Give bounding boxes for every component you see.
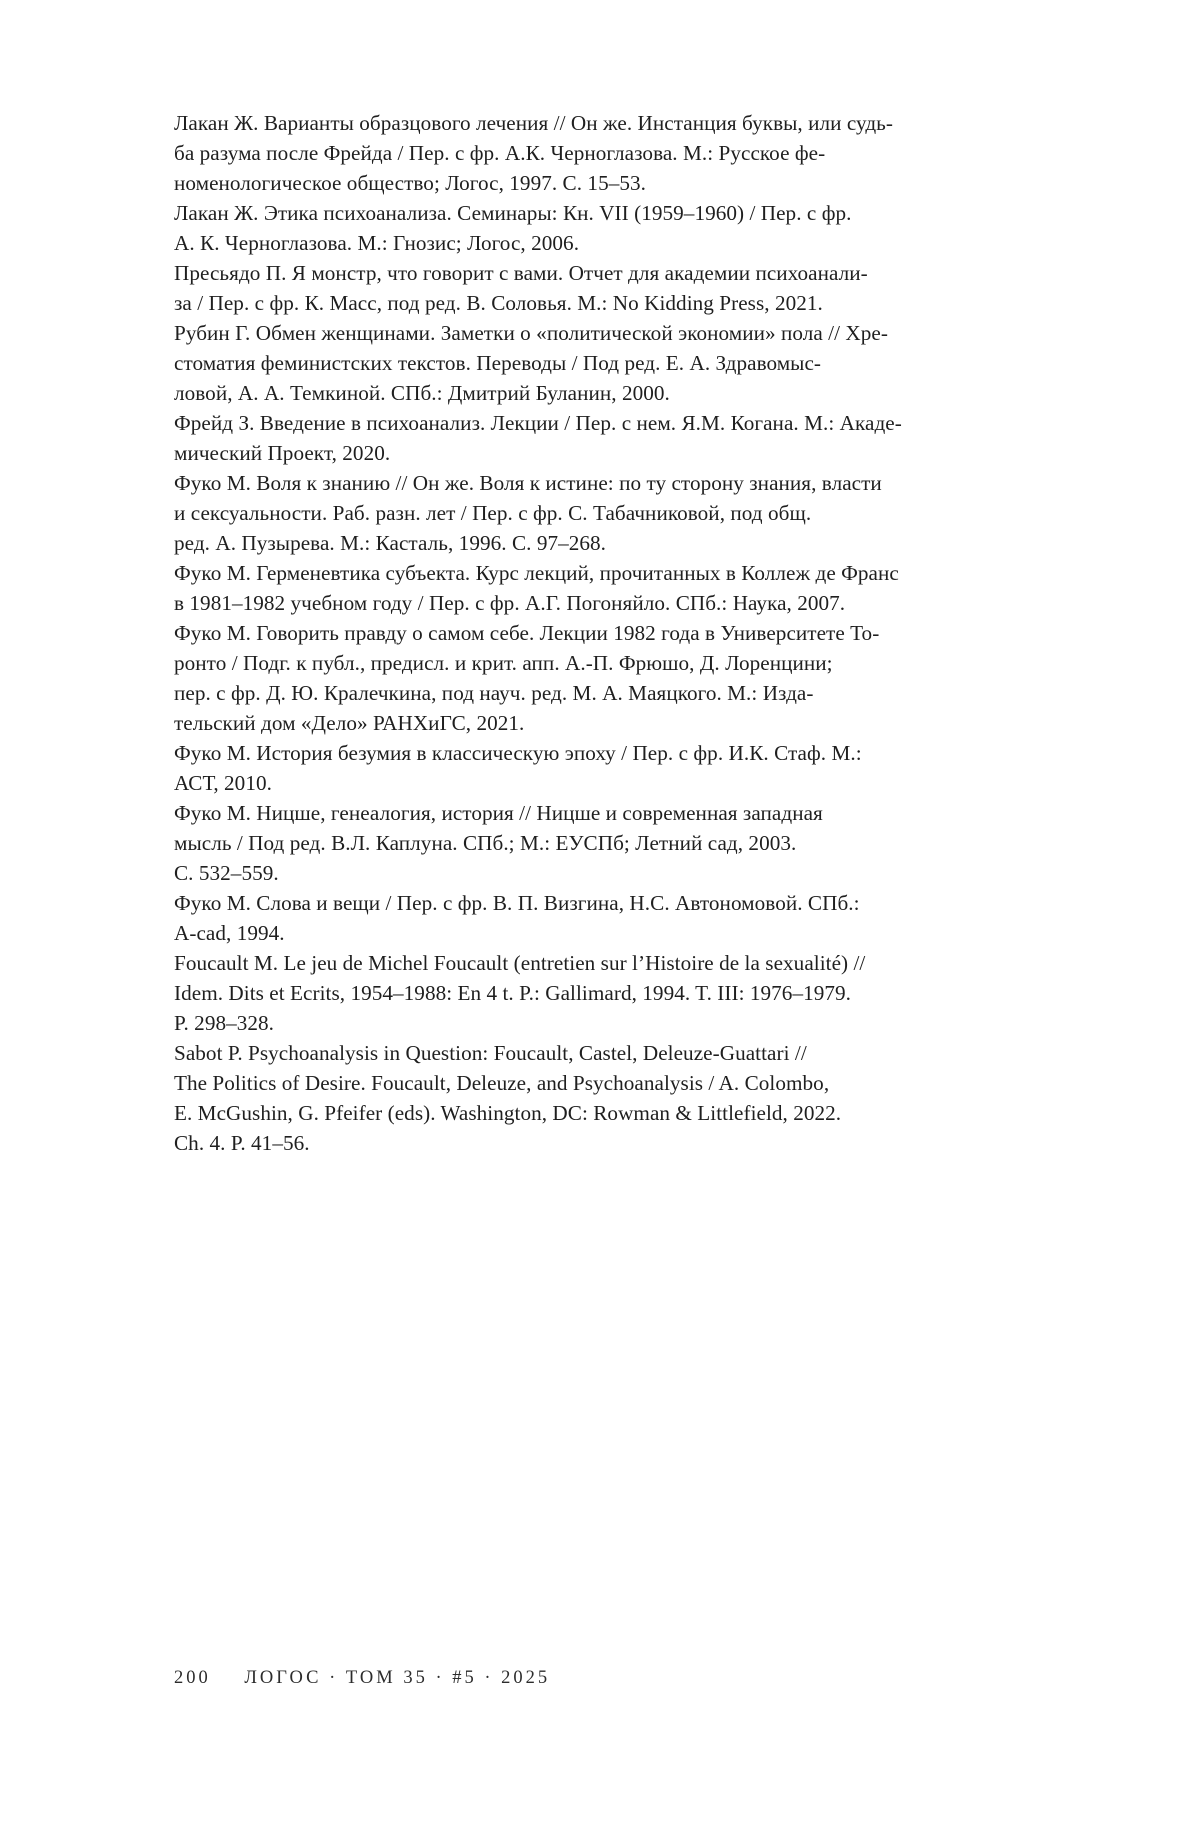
- page-footer: [174, 1666, 550, 1690]
- bibliography-list: [174, 108, 1034, 1158]
- bibliography-line: Фуко М. История безумия в классическую эпоху / Пер. с фр. И.К. Стаф. М.:: [174, 741, 862, 765]
- bibliography-line: Фуко М. Говорить правду о самом себе. Лекции 1982 года в Университете То-: [174, 621, 880, 645]
- bibliography-line: АСТ, 2010.: [174, 771, 272, 795]
- bibliography-line: The Politics of Desire. Foucault, Deleuze, and Psychoanalysis / A. Colombo,: [174, 1071, 830, 1095]
- bibliography-line: Лакан Ж. Этика психоанализа. Семинары: Кн. VII (1959–1960) / Пер. с фр.: [174, 201, 852, 225]
- bibliography-line: Фуко М. Ницше, генеалогия, история // Ницше и современная западная: [174, 801, 823, 825]
- bibliography-entry: [174, 468, 1034, 558]
- bibliography-line: ред. А. Пузырева. М.: Касталь, 1996. С. 97–268.: [174, 531, 607, 555]
- bibliography-line: и сексуальности. Раб. разн. лет / Пер. с фр. С. Табачниковой, под общ.: [174, 501, 812, 525]
- bibliography-line: тельский дом «Дело» РАНХиГС, 2021.: [174, 711, 525, 735]
- bibliography-entry: [174, 318, 1034, 408]
- bibliography-entry: [174, 558, 1034, 618]
- bibliography-entry: [174, 738, 1034, 798]
- bibliography-line: мический Проект, 2020.: [174, 441, 391, 465]
- bibliography-entry: [174, 408, 1034, 468]
- bibliography-entry: [174, 798, 1034, 888]
- bibliography-entry: [174, 618, 1034, 738]
- bibliography-line: Ch. 4. P. 41–56.: [174, 1131, 310, 1155]
- bibliography-line: ба разума после Фрейда / Пер. с фр. А.К. Черноглазова. М.: Русское фе-: [174, 141, 826, 165]
- bibliography-line: номенологическое общество; Логос, 1997. С. 15–53.: [174, 171, 646, 195]
- bibliography-line: пер. с фр. Д. Ю. Кралечкина, под науч. ред. М. А. Маяцкого. М.: Изда-: [174, 681, 814, 705]
- running-head: ЛОГОС · ТОМ 35 · #5 · 2025: [244, 1668, 551, 1688]
- bibliography-line: ронто / Подг. к публ., предисл. и крит. апп. А.-П. Фрюшо, Д. Лоренцини;: [174, 651, 833, 675]
- bibliography-line: в 1981–1982 учебном году / Пер. с фр. А.Г. Погоняйло. СПб.: Наука, 2007.: [174, 591, 846, 615]
- bibliography-line: Idem. Dits et Ecrits, 1954–1988: En 4 t. P.: Gallimard, 1994. T. III: 1976–1979.: [174, 981, 852, 1005]
- bibliography-line: стоматия феминистских текстов. Переводы / Под ред. Е. А. Здравомыс-: [174, 351, 822, 375]
- bibliography-entry: [174, 888, 1034, 948]
- bibliography-entry: [174, 108, 1034, 198]
- bibliography-entry: [174, 198, 1034, 258]
- bibliography-line: Фрейд З. Введение в психоанализ. Лекции / Пер. с нем. Я.М. Когана. М.: Акаде-: [174, 411, 902, 435]
- bibliography-line: Лакан Ж. Варианты образцового лечения // Он же. Инстанция буквы, или судь-: [174, 111, 893, 135]
- bibliography-line: A-cad, 1994.: [174, 921, 285, 945]
- bibliography-line: С. 532–559.: [174, 861, 279, 885]
- bibliography-line: P. 298–328.: [174, 1011, 275, 1035]
- bibliography-line: Пресьядо П. Я монстр, что говорит с вами. Отчет для академии психоанали-: [174, 261, 868, 285]
- bibliography-line: Фуко М. Слова и вещи / Пер. с фр. В. П. Визгина, Н.С. Автономовой. СПб.:: [174, 891, 860, 915]
- bibliography-entry: [174, 1038, 1034, 1158]
- page-number: 200: [174, 1668, 211, 1688]
- bibliography-line: за / Пер. с фр. К. Масс, под ред. В. Соловья. М.: No Kidding Press, 2021.: [174, 291, 823, 315]
- bibliography-line: А. К. Черноглазова. М.: Гнозис; Логос, 2006.: [174, 231, 580, 255]
- bibliography-line: E. McGushin, G. Pfeifer (eds). Washington, DC: Rowman & Littlefield, 2022.: [174, 1101, 842, 1125]
- bibliography-entry: [174, 948, 1034, 1038]
- bibliography-line: Фуко М. Воля к знанию // Он же. Воля к истине: по ту сторону знания, власти: [174, 471, 882, 495]
- bibliography-line: мысль / Под ред. В.Л. Каплуна. СПб.; М.: ЕУСПб; Летний сад, 2003.: [174, 831, 797, 855]
- bibliography-line: ловой, А. А. Темкиной. СПб.: Дмитрий Буланин, 2000.: [174, 381, 670, 405]
- bibliography-line: Рубин Г. Обмен женщинами. Заметки о «политической экономии» пола // Хре-: [174, 321, 888, 345]
- bibliography-line: Фуко М. Герменевтика субъекта. Курс лекций, прочитанных в Коллеж де Франс: [174, 561, 899, 585]
- bibliography-entry: [174, 258, 1034, 318]
- bibliography-line: Foucault M. Le jeu de Michel Foucault (entretien sur l’Histoire de la sexualité) //: [174, 951, 866, 975]
- bibliography-line: Sabot P. Psychoanalysis in Question: Foucault, Castel, Deleuze-Guattari //: [174, 1041, 807, 1065]
